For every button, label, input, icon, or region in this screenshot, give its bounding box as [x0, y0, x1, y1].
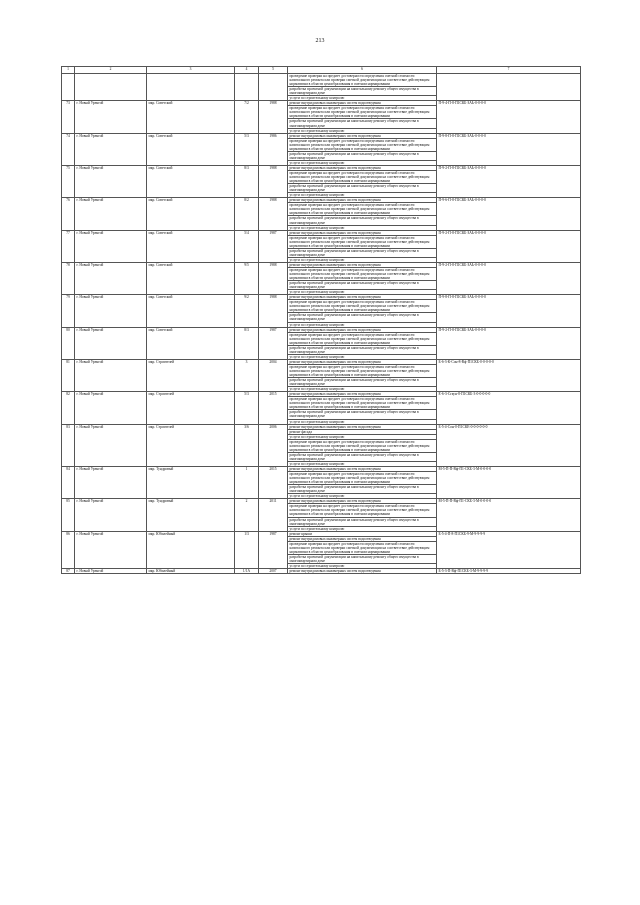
work-description: услуги по строительному контролю — [289, 322, 345, 327]
year-built: 1988 — [259, 295, 288, 327]
work-code: Б-6-3-К-Сон-8-Вф-П1СКБ-0-0-0-0-0 — [437, 359, 581, 391]
row-number: 87 — [62, 569, 75, 574]
work-cell — [288, 203, 437, 216]
work-description: ремонт внутридомовых инженерных систем водоотведения — [289, 230, 381, 235]
empty-cell — [259, 74, 288, 101]
year-built: 2007 — [259, 569, 288, 574]
work-description: разработка проектной документации на капитальному ремонту общего имущества в многоквартирном доме — [289, 554, 419, 563]
work-description: проведение проверки на предмет достоверности определения сметной стоимости капитального ремонта или проверки сметной документации на соответствие действующим нормативам в области ценообразования в сметном нормировании — [289, 300, 430, 313]
house-number: 8/3 — [235, 165, 259, 197]
street-cell: мкр. Советский — [147, 327, 235, 359]
work-cell — [288, 74, 437, 87]
row-number: 85 — [62, 499, 75, 531]
work-cell — [288, 184, 437, 193]
table-row — [62, 230, 581, 235]
street-cell: мкр. Строителей — [147, 359, 235, 391]
work-description: проведение проверки на предмет достоверности определения сметной стоимости капитального ремонта или проверки сметной документации на соответствие действующим нормативам в области ценообразования в сметном нормировании — [289, 74, 430, 87]
street-cell: мкр. Советский — [147, 295, 235, 327]
city-cell: г. Новый Уренгой — [75, 424, 147, 466]
work-description: проведение проверки на предмет достоверности определения сметной стоимости капитального ремонта или проверки сметной документации на соответствие действующим нормативам в области ценообразования в сметном нормировании — [289, 203, 430, 216]
house-number: 1/3 — [235, 531, 259, 568]
work-code: П-9-4-П-8-П1СКБ-ЗАЬ-0-0-0-0 — [437, 101, 581, 133]
header-col-5: 5 — [259, 67, 288, 74]
year-built: 1987 — [259, 327, 288, 359]
work-description: ремонт внутридомовых инженерных систем водоотведения — [289, 327, 381, 332]
work-description: услуги по строительному контролю — [289, 160, 345, 165]
year-built: 1987 — [259, 230, 288, 262]
work-description: ремонт внутридомовых инженерных систем водоотведения — [289, 569, 381, 574]
work-cell — [288, 170, 437, 183]
city-cell: г. Новый Уренгой — [75, 569, 147, 574]
work-description: услуги по строительному контролю — [289, 434, 345, 439]
work-description: разработка проектной документации на капитальному ремонту общего имущества в многоквартирном доме — [289, 184, 419, 193]
work-cell — [288, 504, 437, 517]
work-description: разработка проектной документации на капитальному ремонту общего имущества в многоквартирном доме — [289, 485, 419, 494]
table-row — [62, 327, 581, 332]
work-code: М-5-П-П-Вф-П1-СКБ-3-М-0-0-0-0 — [437, 466, 581, 498]
work-description: услуги по строительному контролю — [289, 419, 345, 424]
house-number: 3 — [235, 359, 259, 391]
work-description: ремонт внутридомовых инженерных систем водоотведения — [289, 392, 381, 397]
work-cell — [288, 248, 437, 257]
work-description: разработка проектной документации на капитальному ремонту общего имущества в многоквартирном доме — [289, 452, 419, 461]
row-number: 86 — [62, 531, 75, 568]
work-description: ремонт внутридомовых инженерных систем водоотведения — [289, 198, 381, 203]
work-description: разработка проектной документации на капитальному ремонту общего имущества в многоквартирном доме — [289, 87, 419, 96]
house-number: 1 — [235, 466, 259, 498]
work-cell — [288, 216, 437, 225]
work-cell — [288, 332, 437, 345]
work-description: разработка проектной документации на капитальному ремонту общего имущества в многоквартирном доме — [289, 216, 419, 225]
table-row — [62, 165, 581, 170]
city-cell: г. Новый Уренгой — [75, 230, 147, 262]
table-row — [62, 262, 581, 267]
house-number: 5/3 — [235, 133, 259, 165]
work-code: Е-6-3-Сгаун-8-П1СКБ-3-0-0-0-0-0 — [437, 392, 581, 424]
table-row — [62, 74, 581, 87]
street-cell: мкр. Юбилейный — [147, 569, 235, 574]
work-description: проведение проверки на предмет достоверности определения сметной стоимости капитального ремонта или проверки сметной документации на соответствие действующим нормативам в области ценообразования в сметном нормировании — [289, 235, 430, 248]
work-description: ремонт внутридомовых инженерных систем водоотведения — [289, 536, 381, 541]
work-description: ремонт внутридомовых инженерных систем водоотведения — [289, 262, 381, 267]
work-description: ремонт внутридомовых инженерных систем водоотведения — [289, 424, 381, 429]
work-description: проведение проверки на предмет достоверности определения сметной стоимости капитального ремонта или проверки сметной документации на соответствие действующим нормативам в области ценообразования в сметном нормировании — [289, 332, 430, 345]
work-code: П-9-2-П-8-П1СКБ-ЗАЬ-0-0-0-0 — [437, 262, 581, 294]
work-description: разработка проектной документации на капитальному ремонту общего имущества в многоквартирном доме — [289, 410, 419, 419]
work-cell — [288, 472, 437, 485]
city-cell: г. Новый Уренгой — [75, 327, 147, 359]
work-code: П-9-2-П-8-П1СКБ-ЗАЬ-0-0-0-0 — [437, 327, 581, 359]
work-description: разработка проектной документации на капитальному ремонту общего имущества в многоквартирном доме — [289, 313, 419, 322]
house-number: 9/5 — [235, 262, 259, 294]
empty-cell — [437, 74, 581, 101]
work-description: проведение проверки на предмет достоверности определения сметной стоимости капитального ремонта или проверки сметной документации на соответствие действующим нормативам в области ценообразования в сметном нормировании — [289, 472, 430, 485]
work-description: ремонт внутридомовых инженерных систем водоотведения — [289, 133, 381, 138]
header-row — [62, 67, 581, 74]
house-number: 8/2 — [235, 198, 259, 230]
work-description: услуги по строительному контролю — [289, 494, 345, 499]
empty-cell — [235, 74, 259, 101]
work-cell — [288, 313, 437, 322]
work-description: разработка проектной документации на капитальному ремонту общего имущества в многоквартирном доме — [289, 378, 419, 387]
work-cell — [288, 569, 437, 574]
work-cell — [288, 151, 437, 160]
work-description: услуги по строительному контролю — [289, 563, 345, 568]
header-col-4: 4 — [235, 67, 259, 74]
work-code: П-9-2-П-8-П1СКБ-ЗАЬ-0-0-0-0 — [437, 165, 581, 197]
street-cell: мкр. Тундровый — [147, 466, 235, 498]
work-description: ремонт внутридомовых инженерных систем водоотведения — [289, 466, 381, 471]
work-cell — [288, 87, 437, 96]
work-description: услуги по строительному контролю — [289, 461, 345, 466]
row-number: 84 — [62, 466, 75, 498]
year-built: 2011 — [259, 499, 288, 531]
work-description: проведение проверки на предмет достоверности определения сметной стоимости капитального ремонта или проверки сметной документации на соответствие действующим нормативам в области ценообразования в сметном нормировании — [289, 504, 430, 517]
work-code: П-9-6-П-8-П1СКБ-ЗАЬ-0-0-0-0 — [437, 198, 581, 230]
row-number: 82 — [62, 392, 75, 424]
house-number: 5/3 — [235, 392, 259, 424]
city-cell: г. Новый Уренгой — [75, 295, 147, 327]
work-cell — [288, 345, 437, 354]
year-built: 1988 — [259, 165, 288, 197]
row-number: 79 — [62, 295, 75, 327]
street-cell: мкр. Юбилейный — [147, 531, 235, 568]
work-cell — [288, 452, 437, 461]
work-description: разработка проектной документации на капитальному ремонту общего имущества в многоквартирном доме — [289, 119, 419, 128]
work-description: разработка проектной документации на капитальному ремонту общего имущества в многоквартирном доме — [289, 248, 419, 257]
year-built: 1988 — [259, 262, 288, 294]
empty-cell — [75, 74, 147, 101]
work-description: услуги по строительному контролю — [289, 526, 345, 531]
work-cell — [288, 554, 437, 563]
header-col-7: 7 — [437, 67, 581, 74]
work-description: ремонт внутридомовых инженерных систем водоотведения — [289, 101, 381, 106]
work-code: Б-5-4-П-8-П1СКБ-9-М-9-9-9-9 — [437, 531, 581, 568]
year-built: 2004 — [259, 359, 288, 391]
work-description: проведение проверки на предмет достоверности определения сметной стоимости капитального ремонта или проверки сметной документации на соответствие действующим нормативам в области ценообразования в сметном нормировании — [289, 397, 430, 410]
table-row — [62, 133, 581, 138]
empty-cell — [62, 74, 75, 101]
header-col-6: 6 — [288, 67, 437, 74]
year-built: 1986 — [259, 133, 288, 165]
street-cell: мкр. Советский — [147, 230, 235, 262]
table-body — [62, 74, 581, 574]
work-cell — [288, 410, 437, 419]
street-cell: мкр. Строителей — [147, 392, 235, 424]
house-number: 9/2 — [235, 295, 259, 327]
city-cell: г. Новый Уренгой — [75, 359, 147, 391]
house-number: 2 — [235, 499, 259, 531]
work-description: разработка проектной документации на капитальному ремонту общего имущества в многоквартирном доме — [289, 281, 419, 290]
row-number: 74 — [62, 133, 75, 165]
table-row — [62, 569, 581, 574]
work-description: проведение проверки на предмет достоверности определения сметной стоимости капитального ремонта или проверки сметной документации на соответствие действующим нормативам в области ценообразования в сметном нормировании — [289, 541, 430, 554]
work-cell — [288, 300, 437, 313]
header-col-2: 2 — [75, 67, 147, 74]
work-description: проведение проверки на предмет достоверности определения сметной стоимости капитального ремонта или проверки сметной документации на соответствие действующим нормативам в области ценообразования в сметном нормировании — [289, 439, 430, 452]
work-description: проведение проверки на предмет достоверности определения сметной стоимости капитального ремонта или проверки сметной документации на соответствие действующим нормативам в области ценообразования в сметном нормировании — [289, 106, 430, 119]
work-description: проведение проверки на предмет достоверности определения сметной стоимости капитального ремонта или проверки сметной документации на соответствие действующим нормативам в области ценообразования в сметном нормировании — [289, 364, 430, 378]
work-description: услуги по строительному контролю — [289, 354, 345, 359]
work-description: услуги по строительному контролю — [289, 257, 345, 262]
work-description: услуги по строительному контролю — [289, 96, 345, 101]
street-cell: мкр. Советский — [147, 133, 235, 165]
row-number: 83 — [62, 424, 75, 466]
work-description: услуги по строительному контролю — [289, 225, 345, 230]
work-cell — [288, 119, 437, 128]
work-cell — [288, 439, 437, 452]
house-number: 3/6 — [235, 424, 259, 466]
work-code: Б-5-3-П-Вф-П1СКБ-3-М-9-9-9-9 — [437, 569, 581, 574]
city-cell: г. Новый Уренгой — [75, 262, 147, 294]
work-cell — [288, 281, 437, 290]
house-number: 7/2 — [235, 101, 259, 133]
work-description: разработка проектной документации на капитальному ремонту общего имущества в многоквартирном доме — [289, 151, 419, 160]
street-cell: мкр. Тундровый — [147, 499, 235, 531]
work-description: проведение проверки на предмет достоверности определения сметной стоимости капитального ремонта или проверки сметной документации на соответствие действующим нормативам в области ценообразования в сметном нормировании — [289, 138, 430, 151]
work-code: П-9-8-П-8-П1СКБ-ЗАЬ-0-0-0-0 — [437, 295, 581, 327]
house-number: 5/4 — [235, 230, 259, 262]
header-col-3: 3 — [147, 67, 235, 74]
empty-cell — [147, 74, 235, 101]
year-built: 1988 — [259, 198, 288, 230]
work-description: ремонт внутридомовых инженерных систем водоотведения — [289, 499, 381, 504]
work-description: ремонт фасада — [289, 429, 312, 434]
work-cell — [288, 378, 437, 387]
work-cell — [288, 541, 437, 554]
work-description: услуги по строительному контролю — [289, 128, 345, 133]
table-row — [62, 424, 581, 429]
work-cell — [288, 267, 437, 280]
work-cell — [288, 106, 437, 119]
page-number: 213 — [315, 38, 325, 44]
row-number: 73 — [62, 101, 75, 133]
row-number: 81 — [62, 359, 75, 391]
city-cell: г. Новый Уренгой — [75, 165, 147, 197]
row-number: 76 — [62, 198, 75, 230]
work-code: М-5-П-П-Вф-П1-СКБ-3-М-0-0-0-0 — [437, 499, 581, 531]
table-row — [62, 466, 581, 471]
year-built: 1987 — [259, 531, 288, 568]
work-description: проведение проверки на предмет достоверности определения сметной стоимости капитального ремонта или проверки сметной документации на соответствие действующим нормативам в области ценообразования в сметном нормировании — [289, 267, 430, 281]
house-number: 1/1А — [235, 569, 259, 574]
year-built: 2006 — [259, 424, 288, 466]
work-description: услуги по строительному контролю — [289, 193, 345, 198]
work-code: П-9-2-П-8-П1СКБ-ЗАЬ-0-0-0-0 — [437, 230, 581, 262]
work-description: ремонт внутридомовых инженерных систем водоотведения — [289, 295, 381, 300]
row-number: 78 — [62, 262, 75, 294]
work-description: ремонт внутридомовых инженерных систем водоотведения — [289, 165, 381, 170]
work-cell — [288, 235, 437, 248]
city-cell: г. Новый Уренгой — [75, 466, 147, 498]
work-description: проведение проверки на предмет достоверности определения сметной стоимости капитального ремонта или проверки сметной документации на соответствие действующим нормативам в области ценообразования в сметном нормировании — [289, 170, 430, 184]
city-cell: г. Новый Уренгой — [75, 499, 147, 531]
year-built: 1988 — [259, 101, 288, 133]
work-cell — [288, 138, 437, 151]
street-cell: мкр. Советский — [147, 198, 235, 230]
work-description: услуги по строительному контролю — [289, 387, 345, 392]
table-row — [62, 359, 581, 364]
street-cell: мкр. Советский — [147, 262, 235, 294]
work-description: ремонт внутридомовых инженерных систем водоотведения — [289, 359, 381, 364]
house-number: 8/3 — [235, 327, 259, 359]
work-description: услуги по строительному контролю — [289, 290, 345, 295]
row-number: 77 — [62, 230, 75, 262]
street-cell: мкр. Советский — [147, 165, 235, 197]
year-built: 2015 — [259, 466, 288, 498]
city-cell: г. Новый Уренгой — [75, 392, 147, 424]
city-cell: г. Новый Уренгой — [75, 198, 147, 230]
work-description: разработка проектной документации на капитальному ремонту общего имущества в многоквартирном доме — [289, 345, 419, 354]
city-cell: г. Новый Уренгой — [75, 133, 147, 165]
work-code: П-9-8-П-8-П1СКБ-ЗАЬ-0-0-0-0 — [437, 133, 581, 165]
work-description: ремонт крыши — [289, 531, 313, 536]
work-cell — [288, 364, 437, 377]
capital-repair-table — [61, 66, 581, 574]
work-cell — [288, 517, 437, 526]
street-cell: мкр. Строителей — [147, 424, 235, 466]
year-built: 2015 — [259, 392, 288, 424]
street-cell: мкр. Советский — [147, 101, 235, 133]
work-description: разработка проектной документации на капитальному ремонту общего имущества в многоквартирном доме — [289, 517, 419, 526]
header-col-1: 1 — [62, 67, 75, 74]
work-cell — [288, 397, 437, 410]
row-number: 75 — [62, 165, 75, 197]
city-cell: г. Новый Уренгой — [75, 531, 147, 568]
work-code: Б-5-4-Сон-0-П1СКЕ-0-0-0-0-0-0 — [437, 424, 581, 466]
row-number: 80 — [62, 327, 75, 359]
work-cell — [288, 485, 437, 494]
city-cell: г. Новый Уренгой — [75, 101, 147, 133]
